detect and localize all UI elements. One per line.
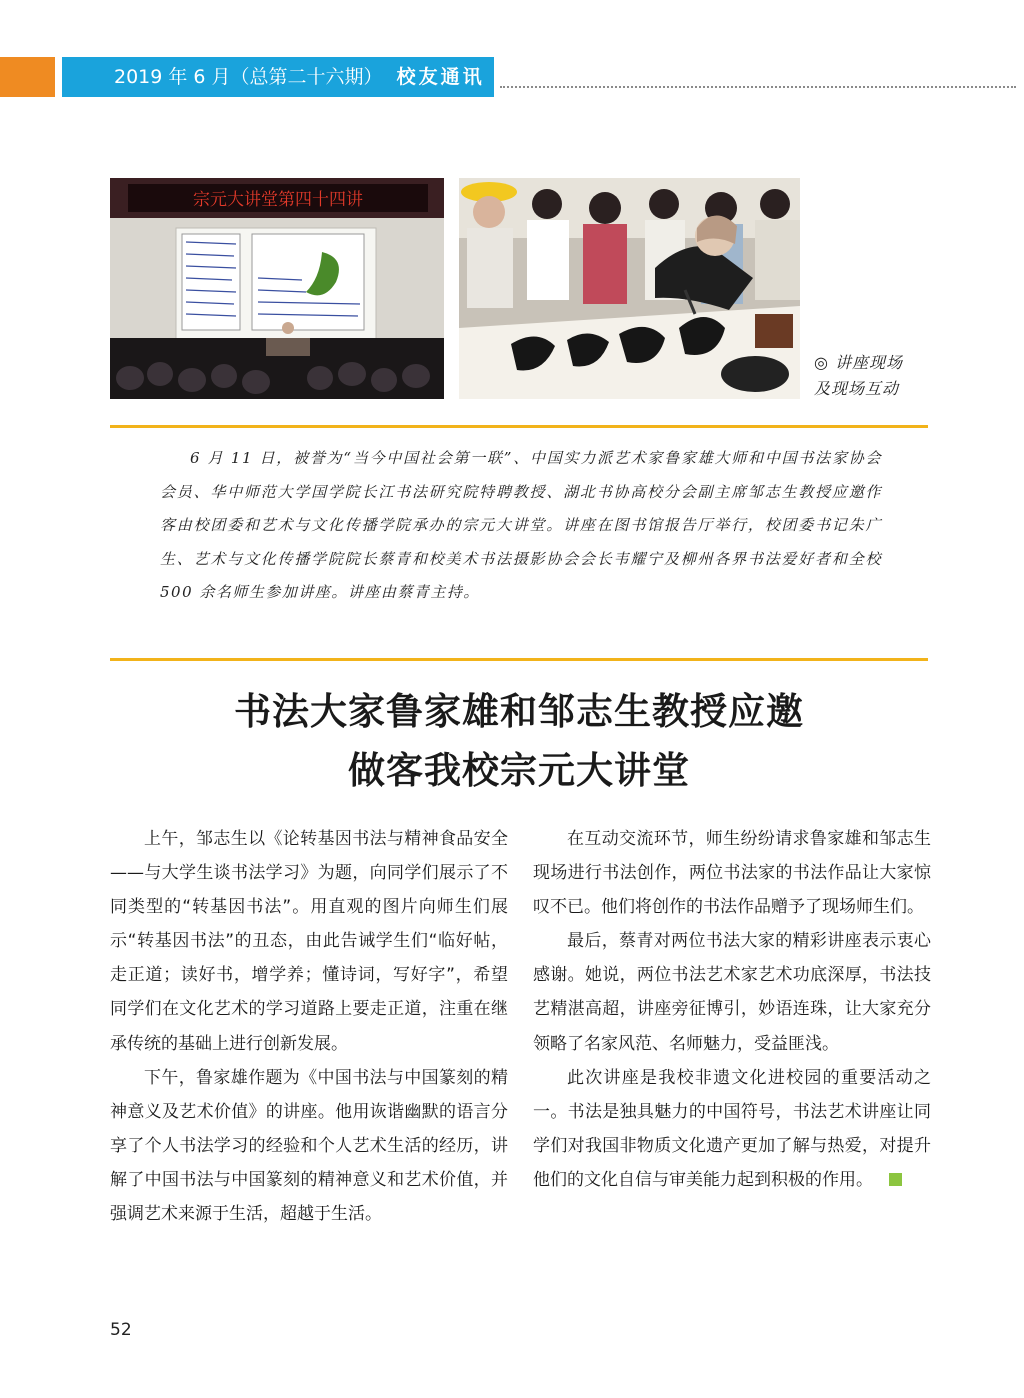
- summary-paragraph: 6 月 11 日，被誉为“当今中国社会第一联”、中国实力派艺术家鲁家雄大师和中国书法家协会会员、华中师范大学国学院长江书法研究院特聘教授、湖北书协高校分会副主席邹志生教授应邀作客由校团委和艺术与文化传播学院承办的宗元大讲堂。讲座在图书馆报告厅举行，校团委书记朱广生、艺术与文化传播学院院长蔡青和校美术书法摄影协会会长韦耀宁及柳州各界书法爱好者和全校 500 余名师生参加讲座。讲座由蔡青主持。: [160, 449, 882, 602]
- header-publication: 校友通讯: [396, 66, 485, 88]
- summary-bottom-rule: [110, 658, 928, 661]
- body-paragraph: 在互动交流环节，师生纷纷请求鲁家雄和邹志生现场进行书法创作，两位书法家的书法作品让大家惊叹不已。他们将创作的书法作品赠予了现场师生们。: [533, 829, 931, 918]
- photo-caption-line-2: 及现场互动: [814, 379, 900, 398]
- article-title-line-2: 做客我校宗元大讲堂: [348, 749, 690, 792]
- body-paragraph: 最后，蔡青对两位书法大家的精彩讲座表示衷心感谢。她说，两位书法艺术家艺术功底深厚，书法技艺精湛高超，讲座旁征博引，妙语连珠，让大家充分领略了名家风范、名师魅力，受益匪浅。: [533, 931, 931, 1054]
- body-paragraph-last: [533, 1061, 931, 1197]
- body-paragraph: 上午，邹志生以《论转基因书法与精神食品安全——与大学生谈书法学习》为题，向同学们展示了不同类型的“转基因书法”。用直观的图片向师生们展示“转基因书法”的丑态，由此告诫学生们“临好帖，走正道；读好书，增学养；懂诗词，写好字”，希望同学们在文化艺术的学习道路上要走正道，注重在继承传统的基础上进行创新发展。: [110, 829, 508, 1054]
- header-issue: 2019 年 6 月（总第二十六期）: [114, 66, 383, 88]
- body-column-left: [110, 822, 508, 1231]
- calligraphy-demo-photo: [459, 178, 800, 399]
- page-number: 52: [110, 1320, 132, 1340]
- body-paragraph: 下午，鲁家雄作题为《中国书法与中国篆刻的精神意义及艺术价值》的讲座。他用诙谐幽默的语言分享了个人书法学习的经验和个人艺术生活的经历，讲解了中国书法与中国篆刻的精神意义和艺术价值，并强调艺术来源于生活，超越于生活。: [110, 1067, 508, 1225]
- body-column-right: [533, 822, 931, 1197]
- summary-top-rule: [110, 425, 928, 428]
- header-dotted-rule: [500, 86, 1016, 88]
- article-title-line-1: 书法大家鲁家雄和邹志生教授应邀: [234, 690, 804, 733]
- photo-caption-line-1: ◎ 讲座现场: [814, 353, 904, 372]
- lecture-hall-photo: [110, 178, 444, 399]
- photo-caption: [814, 350, 944, 402]
- header-orange-block: [0, 57, 55, 97]
- end-of-article-square-icon: [889, 1173, 902, 1186]
- body-paragraph-text: 此次讲座是我校非遗文化进校园的重要活动之一。书法是独具魅力的中国符号，书法艺术讲座让同学们对我国非物质文化遗产更加了解与热爱，对提升他们的文化自信与审美能力起到积极的作用。: [533, 1067, 931, 1190]
- header-bar: [62, 57, 494, 97]
- lecture-banner-text: 宗元大讲堂第四十四讲: [193, 190, 363, 210]
